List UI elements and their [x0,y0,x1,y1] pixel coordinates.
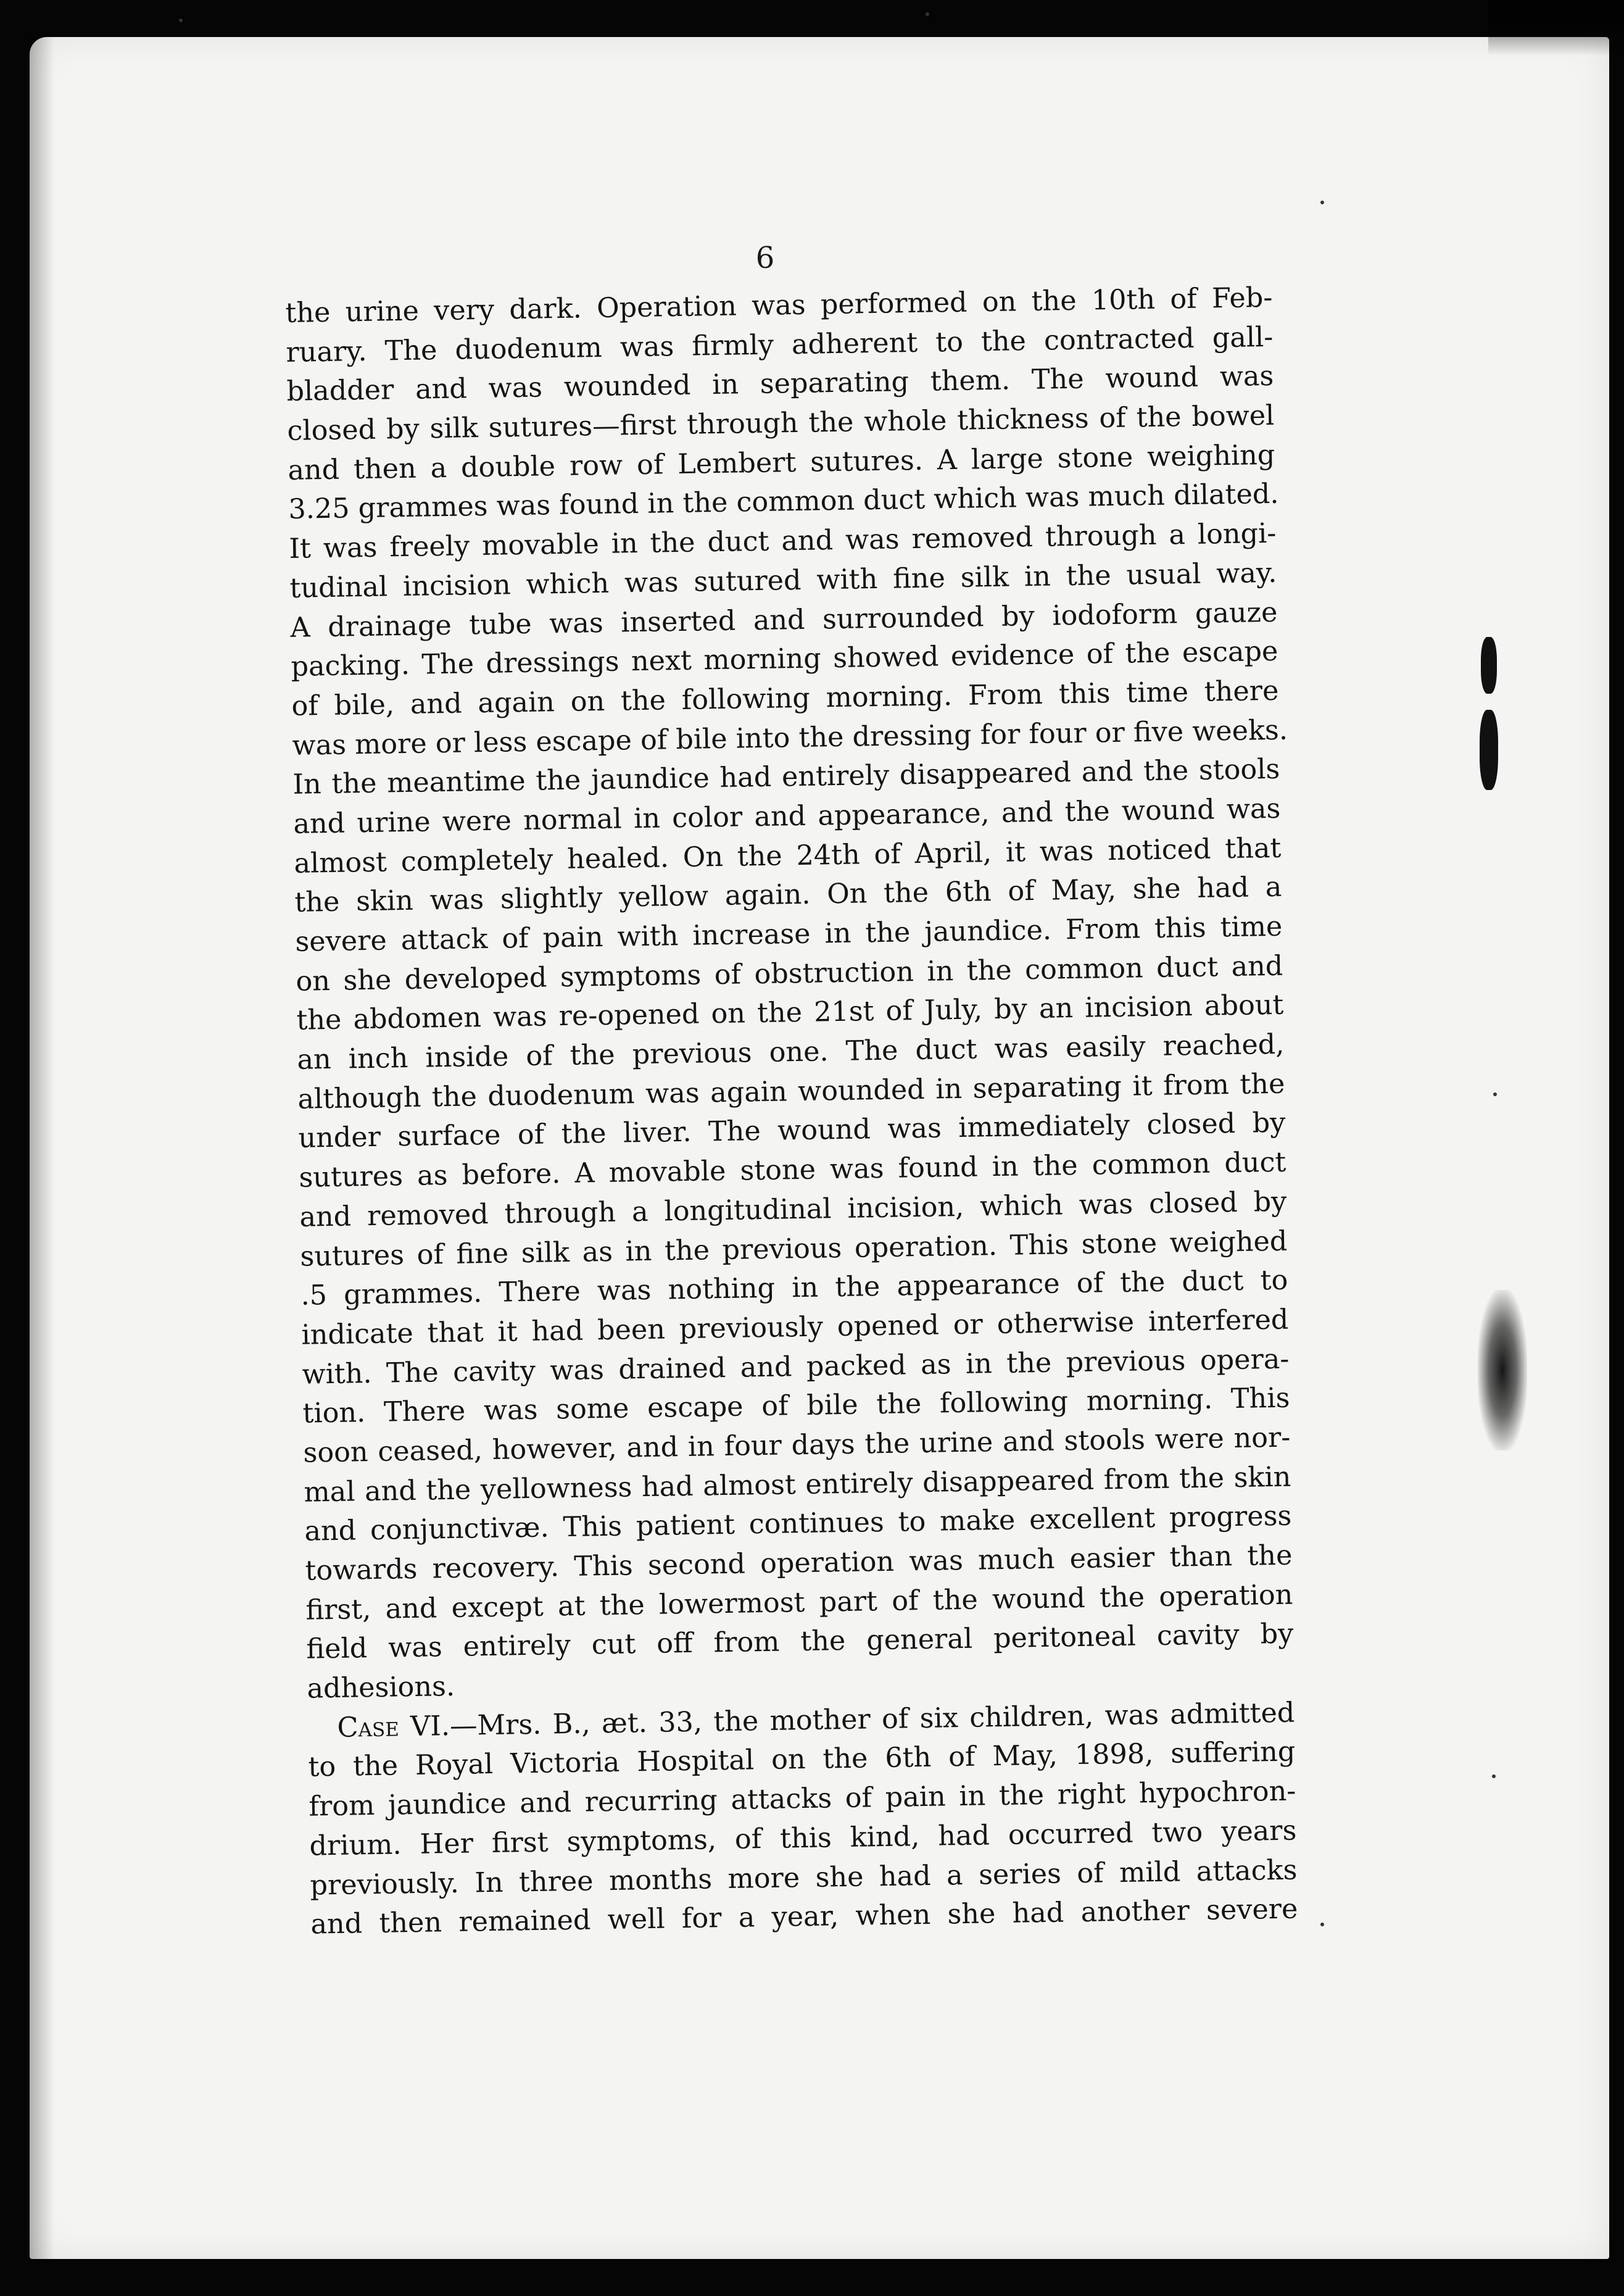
text-line: and then remained well for a year, when she had another severe [310,1893,1298,1940]
text-line: bladder and was wounded in separating them. The wound was [286,360,1274,408]
text-line: almost completely healed. On the 24th of April, it was noticed that [294,832,1282,880]
text-line: and then a double row of Lembert sutures. A large stone weighing [288,439,1275,486]
ink-smudge [1478,1290,1527,1450]
text-line: towards recovery. This second operation was much easier than the [305,1539,1293,1587]
text-line: field was entirely cut off from the general peritoneal cavity by [306,1618,1294,1666]
text-line: of bile, and again on the following morning. From this time there [291,675,1279,722]
text-line: the urine very dark. Operation was performed on the 10th of Feb- [285,281,1273,329]
text-line: and removed through a longitudinal incision, which was closed by [299,1186,1287,1233]
text-line: although the duodenum was again wounded in separating it from the [297,1068,1285,1115]
text-line: adhesions. [307,1671,455,1705]
ink-smudge [1481,637,1497,694]
text-line: In the meantime the jaundice had entirely disappeared and the stools [292,754,1280,801]
corner-shadow [1488,0,1624,56]
scan-speck [1493,1092,1497,1096]
text-line: sutures as before. A movable stone was found in the common duct [299,1146,1286,1194]
scan-speck [179,19,183,22]
text-line: 3.25 grammes was found in the common duct which was much dilated. [288,478,1279,526]
text-line: indicate that it had been previously opened or otherwise interfered [301,1304,1289,1351]
binding-shadow [30,37,54,2259]
text-line: previously. In three months more she had a series of mild attacks [310,1854,1298,1902]
case-label: Case VI. [337,1710,450,1744]
paragraph-operation-notes [285,278,1295,1709]
text-line: closed by silk sutures—first through the whole thickness of the bowel [287,399,1275,447]
text-line: an inch inside of the previous one. The duct was easily reached, [297,1028,1285,1076]
body-text [285,278,1298,1945]
text-line: packing. The dressings next morning showed evidence of the escape [291,635,1278,683]
scan-speck [926,12,929,16]
text-line: ruary. The duodenum was firmly adherent to the contracted gall- [286,321,1274,368]
scan-speck [1320,1923,1324,1926]
text-line: drium. Her first symptoms, of this kind, had occurred two years [309,1815,1297,1862]
text-line: was more or less escape of bile into the dressing for four or five weeks. [292,714,1288,762]
text-line: soon ceased, however, and in four days the urine and stools were nor- [303,1421,1291,1469]
text-line: severe attack of pain with increase in the jaundice. From this time [295,910,1283,958]
text-line: and conjunctivæ. This patient continues to make excellent progress [304,1500,1292,1548]
ink-smudge [1480,710,1498,790]
text-line: first, and except at the lowermost part of the wound the operation [305,1579,1293,1626]
text-line: tion. There was some escape of bile the following morning. This [302,1382,1290,1430]
scan-speck [1492,1774,1496,1778]
text-line: A drainage tube was inserted and surrounded by iodoform gauze [290,596,1278,644]
scan-speck [1320,201,1324,204]
text-line: from jaundice and recurring attacks of pain in the right hypochron- [309,1775,1296,1823]
case-intro-text: —Mrs. B., æt. 33, the mother of six children, was admitted [449,1697,1295,1742]
text-line: to the Royal Victoria Hospital on the 6th of May, 1898, suffering [308,1736,1296,1784]
text-line: tudinal incision which was sutured with fine silk in the usual way. [289,557,1277,604]
text-line: with. The cavity was drained and packed as in the previous opera- [302,1343,1290,1391]
text-line: the abdomen was re-opened on the 21st of July, by an incision about [296,989,1284,1037]
text-line: the skin was slightly yellow again. On the 6th of May, she had a [294,871,1282,919]
text-line: .5 grammes. There was nothing in the appearance of the duct to [300,1264,1288,1312]
text-line: mal and the yellowness had almost entirely disappeared from the skin [304,1461,1291,1508]
text-line: under surface of the liver. The wound was immediately closed by [298,1107,1286,1155]
paragraph-case-vi [307,1693,1298,1944]
text-line: on she developed symptoms of obstruction in the common duct and [296,950,1283,997]
text-line: sutures of fine silk as in the previous operation. This stone weighed [300,1225,1288,1273]
text-line: and urine were normal in color and appearance, and the wound was [293,792,1281,840]
text-line: It was freely movable in the duct and was removed through a longi- [289,517,1277,565]
page-number: 6 [755,241,775,275]
